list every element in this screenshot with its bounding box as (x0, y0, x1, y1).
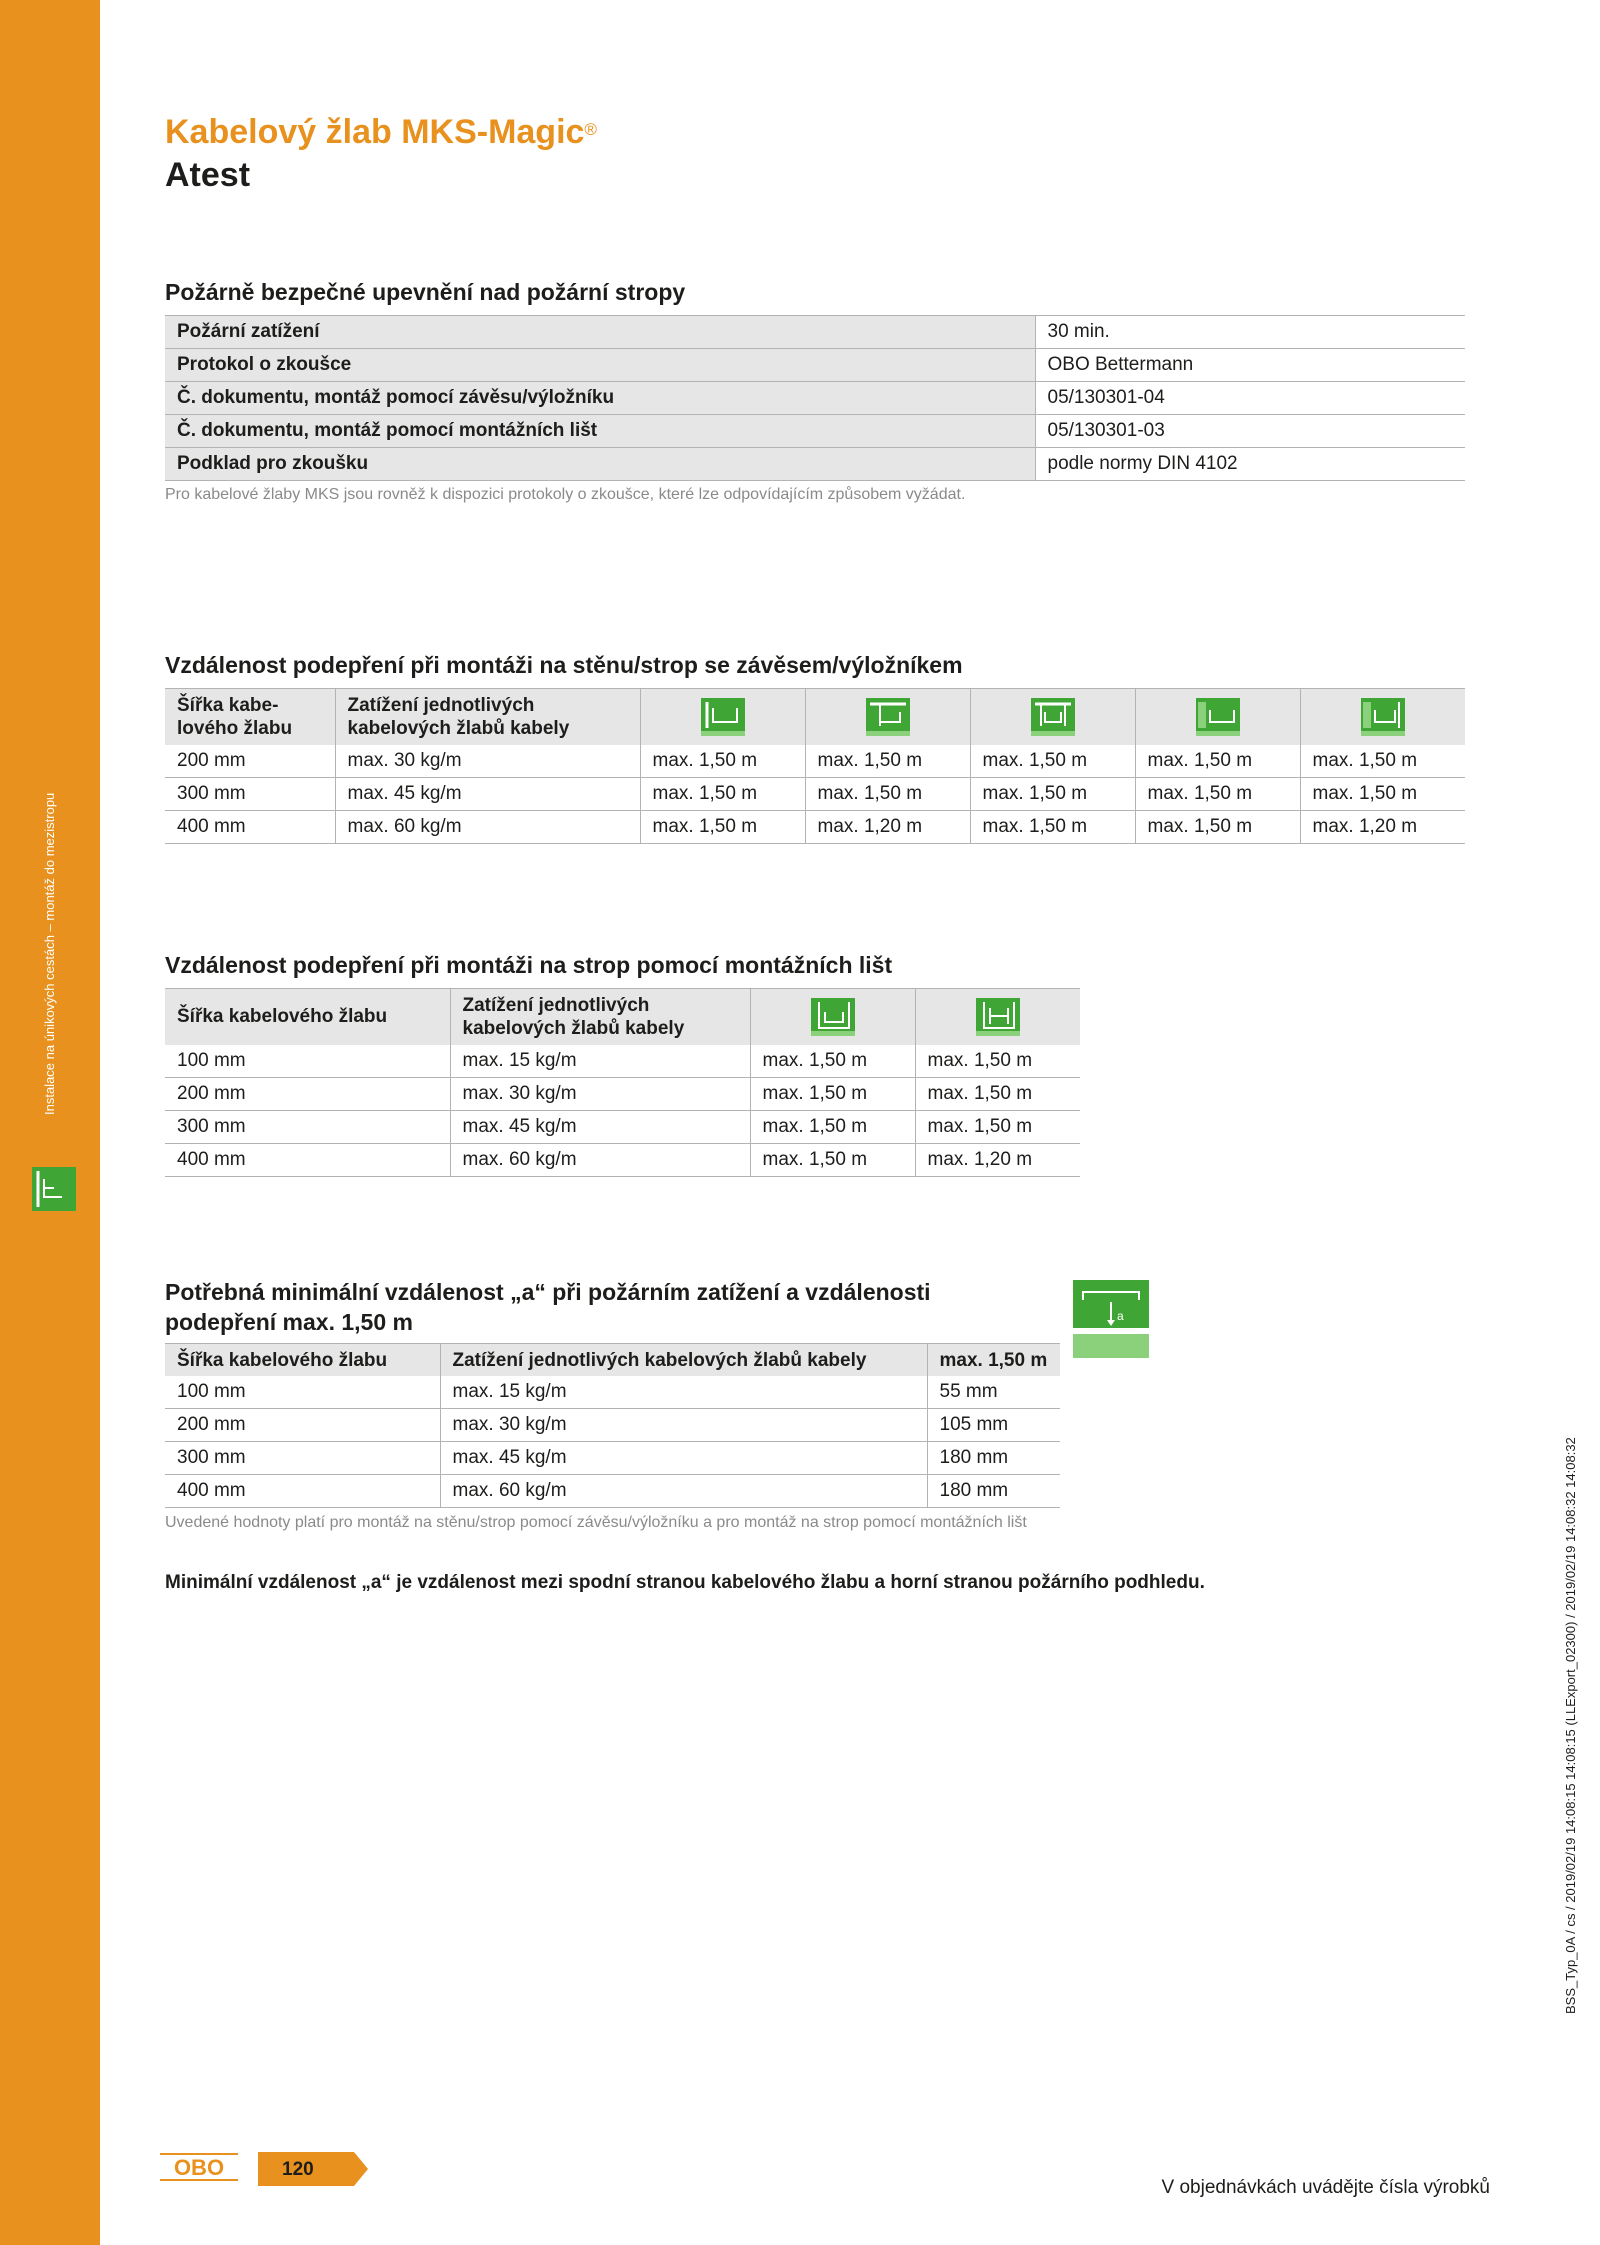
row-label: Č. dokumentu, montáž pomocí závěsu/výložníku (165, 382, 1035, 415)
table-row (165, 1143, 1080, 1176)
min-distance-definition: Minimální vzdálenost „a“ je vzdálenost mezi spodní stranou kabelového žlabu a horní stranou požárního podhledu. (165, 1572, 1205, 1593)
column-header: Šířka kabelového žlabu (165, 989, 450, 1045)
row-value: 30 min. (1035, 316, 1465, 349)
page-number: 120 (282, 2159, 314, 2180)
column-header: Šířka kabelového žlabu (165, 1344, 440, 1377)
table-cell: max. 1,50 m (750, 1110, 915, 1143)
obo-logo (160, 2153, 238, 2181)
table-cell: max. 1,50 m (970, 745, 1135, 778)
fire-section-title: Požárně bezpečné upevnění nad požární stropy (165, 279, 686, 305)
row-label: Protokol o zkoušce (165, 349, 1035, 382)
fire-note: Pro kabelové žlaby MKS jsou rovněž k dispozici protokoly o zkoušce, které lze odpovídajícím způsobem vyžádat. (165, 486, 966, 503)
table-cell: max. 1,50 m (970, 810, 1135, 843)
table-row (165, 448, 1465, 481)
table-cell: 100 mm (165, 1376, 440, 1409)
wall-bracket-icon (701, 706, 745, 727)
table-cell: 200 mm (165, 1077, 450, 1110)
ceiling-hanger-double-icon (1031, 706, 1075, 727)
wall-mount-double-icon (1361, 706, 1405, 727)
table-cell: max. 1,50 m (750, 1045, 915, 1078)
table-row (165, 745, 1465, 778)
table-cell: max. 1,20 m (805, 810, 970, 843)
table-cell: 400 mm (165, 810, 335, 843)
column-header: Zatížení jednotlivých kabelových žlabů kabely (440, 1344, 927, 1377)
table-row (165, 316, 1465, 349)
table-cell: max. 1,50 m (640, 810, 805, 843)
wall-support-title: Vzdálenost podepření při montáži na stěnu/strop se závěsem/výložníkem (165, 652, 963, 678)
product-title: Kabelový žlab MKS-Magic® (165, 113, 597, 151)
table-row (165, 1045, 1080, 1078)
column-header-icon (970, 689, 1135, 745)
table-cell: max. 1,50 m (805, 745, 970, 778)
table-row (165, 1077, 1080, 1110)
table-cell: 100 mm (165, 1045, 450, 1078)
table-cell: 200 mm (165, 745, 335, 778)
fire-test-table (165, 315, 1465, 481)
min-distance-table (165, 1343, 1060, 1508)
table-cell: max. 1,50 m (915, 1077, 1080, 1110)
table-cell: max. 60 kg/m (440, 1475, 927, 1508)
column-header-icon (1135, 689, 1300, 745)
column-header-icon (750, 989, 915, 1045)
table-row (165, 1475, 1060, 1508)
table-cell: max. 30 kg/m (450, 1077, 750, 1110)
table-row (165, 382, 1465, 415)
table-cell: max. 1,50 m (640, 745, 805, 778)
wall-mount-icon (1196, 706, 1240, 727)
table-cell: 300 mm (165, 1442, 440, 1475)
table-cell: max. 1,50 m (1300, 777, 1465, 810)
table-cell: max. 15 kg/m (440, 1376, 927, 1409)
table-cell: max. 1,50 m (1300, 745, 1465, 778)
row-value: OBO Bettermann (1035, 349, 1465, 382)
table-cell: 105 mm (927, 1409, 1060, 1442)
mounting-type-icon (32, 1167, 76, 1211)
distance-a-icon (1073, 1280, 1149, 1358)
sidebar-band (0, 0, 100, 2245)
ceiling-rail-icon (811, 1006, 855, 1027)
row-label: Požární zatížení (165, 316, 1035, 349)
table-cell: 400 mm (165, 1143, 450, 1176)
table-cell: 55 mm (927, 1376, 1060, 1409)
table-cell: max. 1,20 m (1300, 810, 1465, 843)
ceiling-rail-double-icon (976, 1006, 1020, 1027)
table-cell: max. 1,50 m (915, 1045, 1080, 1078)
column-header-icon (805, 689, 970, 745)
row-label: Č. dokumentu, montáž pomocí montážních lišt (165, 415, 1035, 448)
table-cell: max. 1,50 m (970, 777, 1135, 810)
table-cell: max. 30 kg/m (335, 745, 640, 778)
table-cell: max. 45 kg/m (335, 777, 640, 810)
row-label: Podklad pro zkoušku (165, 448, 1035, 481)
table-cell: 300 mm (165, 777, 335, 810)
column-header-icon (640, 689, 805, 745)
column-header-icon (915, 989, 1080, 1045)
table-cell: max. 15 kg/m (450, 1045, 750, 1078)
svg-text:OBO: OBO (173, 2155, 225, 2180)
column-header-icon (1300, 689, 1465, 745)
column-header: Šířka kabe- lového žlabu (165, 689, 335, 745)
row-value: podle normy DIN 4102 (1035, 448, 1465, 481)
sidebar-section-label: Instalace na únikových cestách – montáž do mezistropu (42, 792, 57, 1115)
table-cell: 200 mm (165, 1409, 440, 1442)
min-distance-title: Potřebná minimální vzdálenost „a“ při požárním zatížení a vzdálenosti podepření max. 1,50 m (165, 1279, 931, 1335)
svg-text:a: a (1117, 1309, 1124, 1323)
table-cell: max. 45 kg/m (450, 1110, 750, 1143)
table-cell: max. 60 kg/m (335, 810, 640, 843)
table-row (165, 1442, 1060, 1475)
table-row (165, 777, 1465, 810)
ceiling-support-title: Vzdálenost podepření při montáži na strop pomocí montážních lišt (165, 952, 893, 978)
table-cell: max. 1,50 m (640, 777, 805, 810)
table-row (165, 415, 1465, 448)
table-cell: max. 1,50 m (805, 777, 970, 810)
table-cell: max. 1,50 m (1135, 745, 1300, 778)
column-header: Zatížení jednotlivých kabelových žlabů kabely (450, 989, 750, 1045)
ceiling-hanger-icon (866, 706, 910, 727)
table-cell: max. 1,50 m (1135, 810, 1300, 843)
registered-mark: ® (584, 120, 597, 139)
table-cell: 300 mm (165, 1110, 450, 1143)
table-row (165, 1409, 1060, 1442)
table-cell: 400 mm (165, 1475, 440, 1508)
table-cell: max. 1,50 m (915, 1110, 1080, 1143)
table-row (165, 1376, 1060, 1409)
table-cell: max. 1,50 m (750, 1077, 915, 1110)
column-header: Zatížení jednotlivých kabelových žlabů kabely (335, 689, 640, 745)
table-row (165, 349, 1465, 382)
min-distance-note: Uvedené hodnoty platí pro montáž na stěnu/strop pomocí závěsu/výložníku a pro montáž na strop pomocí montážních lišt (165, 1514, 1027, 1531)
table-cell: 180 mm (927, 1442, 1060, 1475)
table-cell: max. 60 kg/m (450, 1143, 750, 1176)
column-header: max. 1,50 m (927, 1344, 1060, 1377)
table-cell: max. 45 kg/m (440, 1442, 927, 1475)
page-subtitle: Atest (165, 156, 251, 194)
wall-support-table (165, 688, 1465, 844)
footer-order-text: V objednávkách uvádějte čísla výrobků (1161, 2177, 1490, 2198)
ceiling-support-table (165, 988, 1080, 1177)
export-metadata: BSS_Typ_0A / cs / 2019/02/19 14:08:15 14:08:15 (LLExport_02300) / 2019/02/19 14:08:32 14:08:32 (1563, 1437, 1578, 2014)
table-cell: max. 1,20 m (915, 1143, 1080, 1176)
table-row (165, 810, 1465, 843)
table-cell: max. 30 kg/m (440, 1409, 927, 1442)
table-cell: max. 1,50 m (750, 1143, 915, 1176)
table-row (165, 1110, 1080, 1143)
table-cell: 180 mm (927, 1475, 1060, 1508)
table-cell: max. 1,50 m (1135, 777, 1300, 810)
row-value: 05/130301-04 (1035, 382, 1465, 415)
row-value: 05/130301-03 (1035, 415, 1465, 448)
